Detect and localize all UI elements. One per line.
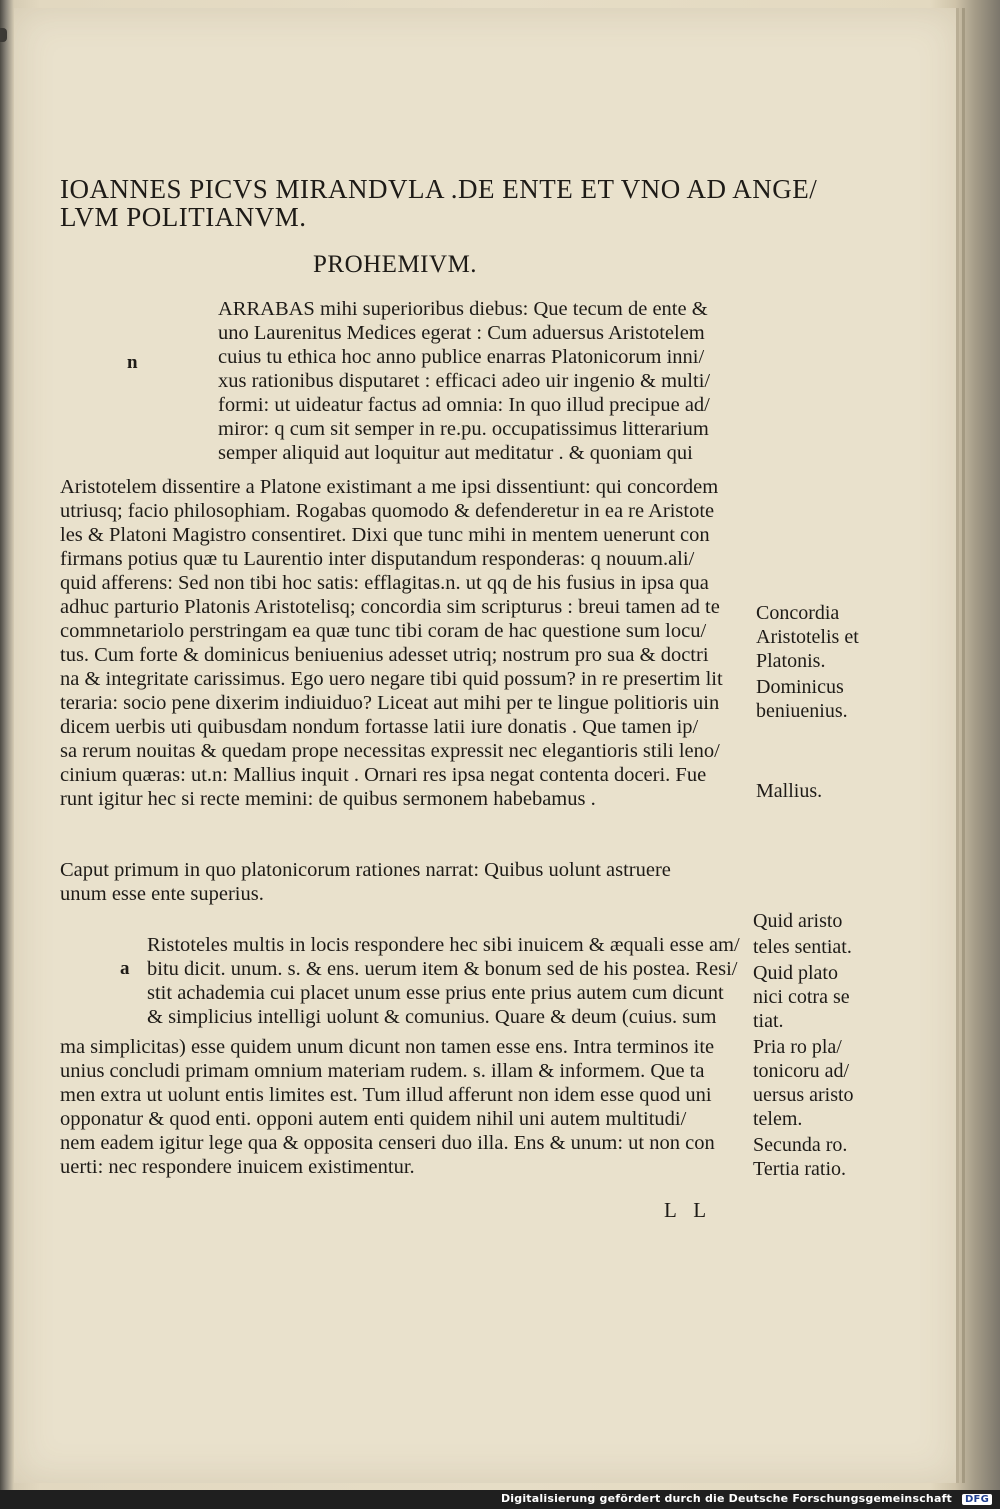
body-line: tus. Cum forte & dominicus beniuenius adesset utriq; nostrum pro sua & doctri (60, 644, 709, 666)
body-line: teraria: socio pene dixerim indiuiduo? Liceat aut mihi per te lingue politioris uin (60, 692, 720, 714)
body-line: adhuc parturio Platonis Aristotelisq; concordia sim scripturus : breui tamen ad te (60, 596, 720, 618)
margin-note-pria-ro: telem. (753, 1108, 803, 1130)
body-line: men extra ut uolunt entis limites est. Tum illud afferunt non idem esse quod uni (60, 1084, 712, 1106)
margin-note-mallius: Mallius. (756, 780, 823, 802)
body-line: les & Platoni Magistro consentiret. Dixi que tunc mihi in mentem uenerunt con (60, 524, 710, 546)
body-line: unius concludi primam omnium materiam rudem. s. illam & informem. Que ta (60, 1060, 705, 1082)
margin-note-concordia: Concordia (756, 602, 840, 624)
body-line: & simplicius intelligi uolunt & comunius. Quare & deum (cuius. sum (147, 1006, 717, 1028)
body-line: formi: ut uideatur factus ad omnia: In quo illud precipue ad/ (218, 394, 710, 416)
body-line: utriusq; facio philosophiam. Rogabas quomodo & defenderetur in ea re Aristote (60, 500, 715, 522)
body-line: semper aliquid aut loquitur aut meditatur . & quoniam qui (218, 442, 693, 464)
margin-note-pria-ro: uersus aristo (753, 1084, 854, 1106)
footer-credit-text: Digitalisierung gefördert durch die Deutsche Forschungsgemeinschaft (500, 1492, 953, 1505)
margin-note-concordia: Aristotelis et (756, 626, 859, 648)
page-edge (956, 8, 959, 1483)
body-line: opponatur & quod enti. opponi autem enti quidem nihil uni autem multitudi/ (60, 1108, 687, 1130)
body-line: uerti: nec respondere inuicem existimentur. (60, 1156, 415, 1178)
margin-note-quid-aristo: Quid aristo (753, 910, 843, 932)
footer-credit (501, 1492, 992, 1505)
margin-note-pria-ro: Pria ro pla/ (753, 1036, 842, 1058)
margin-note-quid-plato: tiat. (753, 1010, 784, 1032)
caput-heading-line-2: unum esse ente superius. (60, 883, 264, 905)
body-line: stit achademia cui placet unum esse prius ente prius autem cum dicunt (147, 982, 724, 1004)
title-line-2: LVM POLITIANVM. (60, 202, 307, 232)
margin-note-tertia: Tertia ratio. (753, 1158, 846, 1180)
body-line: quid afferens: Sed non tibi hoc satis: efflagitas.n. ut qq de his fusius in ipsa qua (60, 572, 709, 594)
footer-bar (0, 1490, 1000, 1509)
body-line: ma simplicitas) esse quidem unum dicunt non tamen esse ens. Intra terminos ite (60, 1036, 715, 1058)
margin-note-dominicus: Dominicus (756, 676, 844, 698)
title-line-1: IOANNES PICVS MIRANDVLA .DE ENTE ET VNO AD ANGE/ (60, 174, 818, 204)
margin-note-quid-plato: nici cotra se (753, 986, 850, 1008)
body-line: runt igitur hec si recte memini: de quibus sermonem habebamus . (60, 788, 596, 810)
margin-note-quid-aristo: teles sentiat. (753, 936, 852, 958)
margin-note-dominicus: beniuenius. (756, 700, 848, 722)
body-line: dicem uerbis uti quibusdam nondum fortasse latii iure donatis . Que tamen ip/ (60, 716, 699, 738)
body-line: cuius tu ethica hoc anno publice enarras Platonicorum inni/ (218, 346, 705, 368)
body-line: na & integritate carissimus. Ego uero negare tibi quid possum? in re presertim lit (60, 668, 723, 690)
body-line: nem eadem igitur lege qua & opposita censeri duo illa. Ens & unum: ut non con (60, 1132, 715, 1154)
margin-note-pria-ro: tonicoru ad/ (753, 1060, 850, 1082)
dfg-logo: DFG (962, 1494, 992, 1505)
prohemium-heading: PROHEMIVM. (313, 251, 478, 278)
body-line: ARRABAS mihi superioribus diebus: Que tecum de ente & (218, 298, 708, 320)
body-line: cinium quæras: ut.n: Mallius inquit . Ornari res ipsa negat contenta doceri. Fue (60, 764, 707, 786)
margin-note-secunda: Secunda ro. (753, 1134, 848, 1156)
body-line: Aristotelem dissentire a Platone existimant a me ipsi dissentiunt: qui concordem (60, 476, 719, 498)
body-line: firmans potius quæ tu Laurentio inter disputandum responderas: q nouum.ali/ (60, 548, 695, 570)
page-edge (962, 8, 965, 1483)
body-line: Ristoteles multis in locis respondere hec sibi inuicem & æquali esse am/ (147, 934, 740, 956)
margin-note-concordia: Platonis. (756, 650, 826, 672)
body-line: bitu dicit. unum. s. & ens. uerum item & bonum sed de his postea. Resi/ (147, 958, 738, 980)
body-line: sa rerum nouitas & quedam prope necessitas expressit nec elegantioris stili leno/ (60, 740, 720, 762)
guide-letter-n: n (127, 352, 138, 373)
body-line: commnetariolo perstringam ea quæ tunc tibi coram de hac questione sum locu/ (60, 620, 707, 642)
guide-letter-a: a (120, 958, 130, 979)
body-line: xus rationibus disputaret : efficaci adeo uir ingenio & multi/ (218, 370, 711, 392)
caput-heading-line-1: Caput primum in quo platonicorum rationes narrat: Quibus uolunt astruere (60, 859, 671, 881)
body-line: uno Laurenitus Medices egerat : Cum aduersus Aristotelem (218, 322, 705, 344)
margin-note-quid-plato: Quid plato (753, 962, 838, 984)
book-clip (0, 28, 7, 42)
signature-mark: L L (664, 1198, 713, 1222)
body-line: miror: q cum sit semper in re.pu. occupatissimus litterarium (218, 418, 709, 440)
